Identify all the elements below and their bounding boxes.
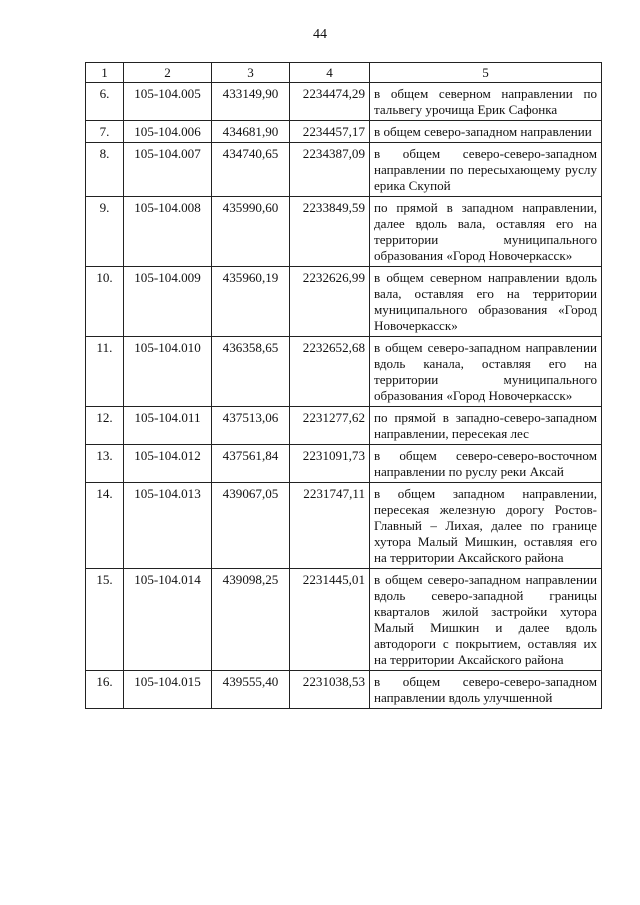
coordinate-x: 439067,05 [212,483,290,569]
boundary-description: по прямой в западно-северо-западном направлении, пересекая лес [370,407,602,445]
point-code: 105-104.010 [124,337,212,407]
coordinate-y: 2232652,68 [290,337,370,407]
point-code: 105-104.014 [124,569,212,671]
header-col-5: 5 [370,63,602,83]
boundary-description: в общем северо-северо-восточном направлении по руслу реки Аксай [370,445,602,483]
coordinate-y: 2233849,59 [290,197,370,267]
point-code: 105-104.006 [124,121,212,143]
coordinate-x: 435990,60 [212,197,290,267]
coordinate-y: 2232626,99 [290,267,370,337]
row-number: 16. [86,671,124,709]
boundary-points-table [85,62,602,709]
header-col-4: 4 [290,63,370,83]
row-number: 15. [86,569,124,671]
coordinate-x: 433149,90 [212,83,290,121]
row-number: 6. [86,83,124,121]
coordinate-y: 2231091,73 [290,445,370,483]
coordinate-x: 437561,84 [212,445,290,483]
boundary-description: в общем северо-северо-западном направлении по пересыхающему руслу ерика Скупой [370,143,602,197]
table-row [86,83,602,121]
table-row [86,267,602,337]
point-code: 105-104.015 [124,671,212,709]
point-code: 105-104.007 [124,143,212,197]
row-number: 11. [86,337,124,407]
coordinate-x: 435960,19 [212,267,290,337]
coordinate-y: 2234474,29 [290,83,370,121]
row-number: 8. [86,143,124,197]
table-row [86,337,602,407]
boundary-description: в общем северном направлении по тальвегу урочища Ерик Сафонка [370,83,602,121]
table-header [86,63,602,83]
boundary-description: по прямой в западном направлении, далее вдоль вала, оставляя его на территории муниципального образования «Город Новочеркасск» [370,197,602,267]
header-row [86,63,602,83]
row-number: 9. [86,197,124,267]
coordinate-x: 439098,25 [212,569,290,671]
point-code: 105-104.009 [124,267,212,337]
coordinate-y: 2231445,01 [290,569,370,671]
coordinate-y: 2231038,53 [290,671,370,709]
table-row [86,569,602,671]
coordinate-y: 2234457,17 [290,121,370,143]
coordinate-x: 436358,65 [212,337,290,407]
row-number: 12. [86,407,124,445]
point-code: 105-104.012 [124,445,212,483]
boundary-description: в общем северо-западном направлении вдоль северо-западной границы кварталов жилой застройки хутора Малый Мишкин и далее вдоль автодороги с покрытием, оставляя их на территории Аксайского района [370,569,602,671]
coordinate-y: 2231277,62 [290,407,370,445]
coordinate-x: 439555,40 [212,671,290,709]
coordinate-x: 434681,90 [212,121,290,143]
boundary-description: в общем северо-северо-западном направлении вдоль улучшенной [370,671,602,709]
point-code: 105-104.013 [124,483,212,569]
table-row [86,121,602,143]
row-number: 7. [86,121,124,143]
table-row [86,671,602,709]
boundary-description: в общем западном направлении, пересекая железную дорогу Ростов-Главный – Лихая, далее по границе хутора Малый Мишкин, оставляя его на территории Аксайского района [370,483,602,569]
point-code: 105-104.005 [124,83,212,121]
coordinate-y: 2231747,11 [290,483,370,569]
point-code: 105-104.011 [124,407,212,445]
row-number: 13. [86,445,124,483]
row-number: 14. [86,483,124,569]
boundary-description: в общем северном направлении вдоль вала, оставляя его на территории муниципального образования «Город Новочеркасск» [370,267,602,337]
row-number: 10. [86,267,124,337]
coordinate-x: 434740,65 [212,143,290,197]
coordinate-x: 437513,06 [212,407,290,445]
table-body [86,83,602,709]
table-row [86,445,602,483]
table-row [86,197,602,267]
page-number: 44 [313,27,327,42]
header-col-2: 2 [124,63,212,83]
header-col-1: 1 [86,63,124,83]
coordinate-y: 2234387,09 [290,143,370,197]
point-code: 105-104.008 [124,197,212,267]
boundary-description: в общем северо-западном направлении [370,121,602,143]
table-row [86,407,602,445]
table-row [86,143,602,197]
header-col-3: 3 [212,63,290,83]
table-row [86,483,602,569]
boundary-description: в общем северо-западном направлении вдоль канала, оставляя его на территории муниципального образования «Город Новочеркасск» [370,337,602,407]
